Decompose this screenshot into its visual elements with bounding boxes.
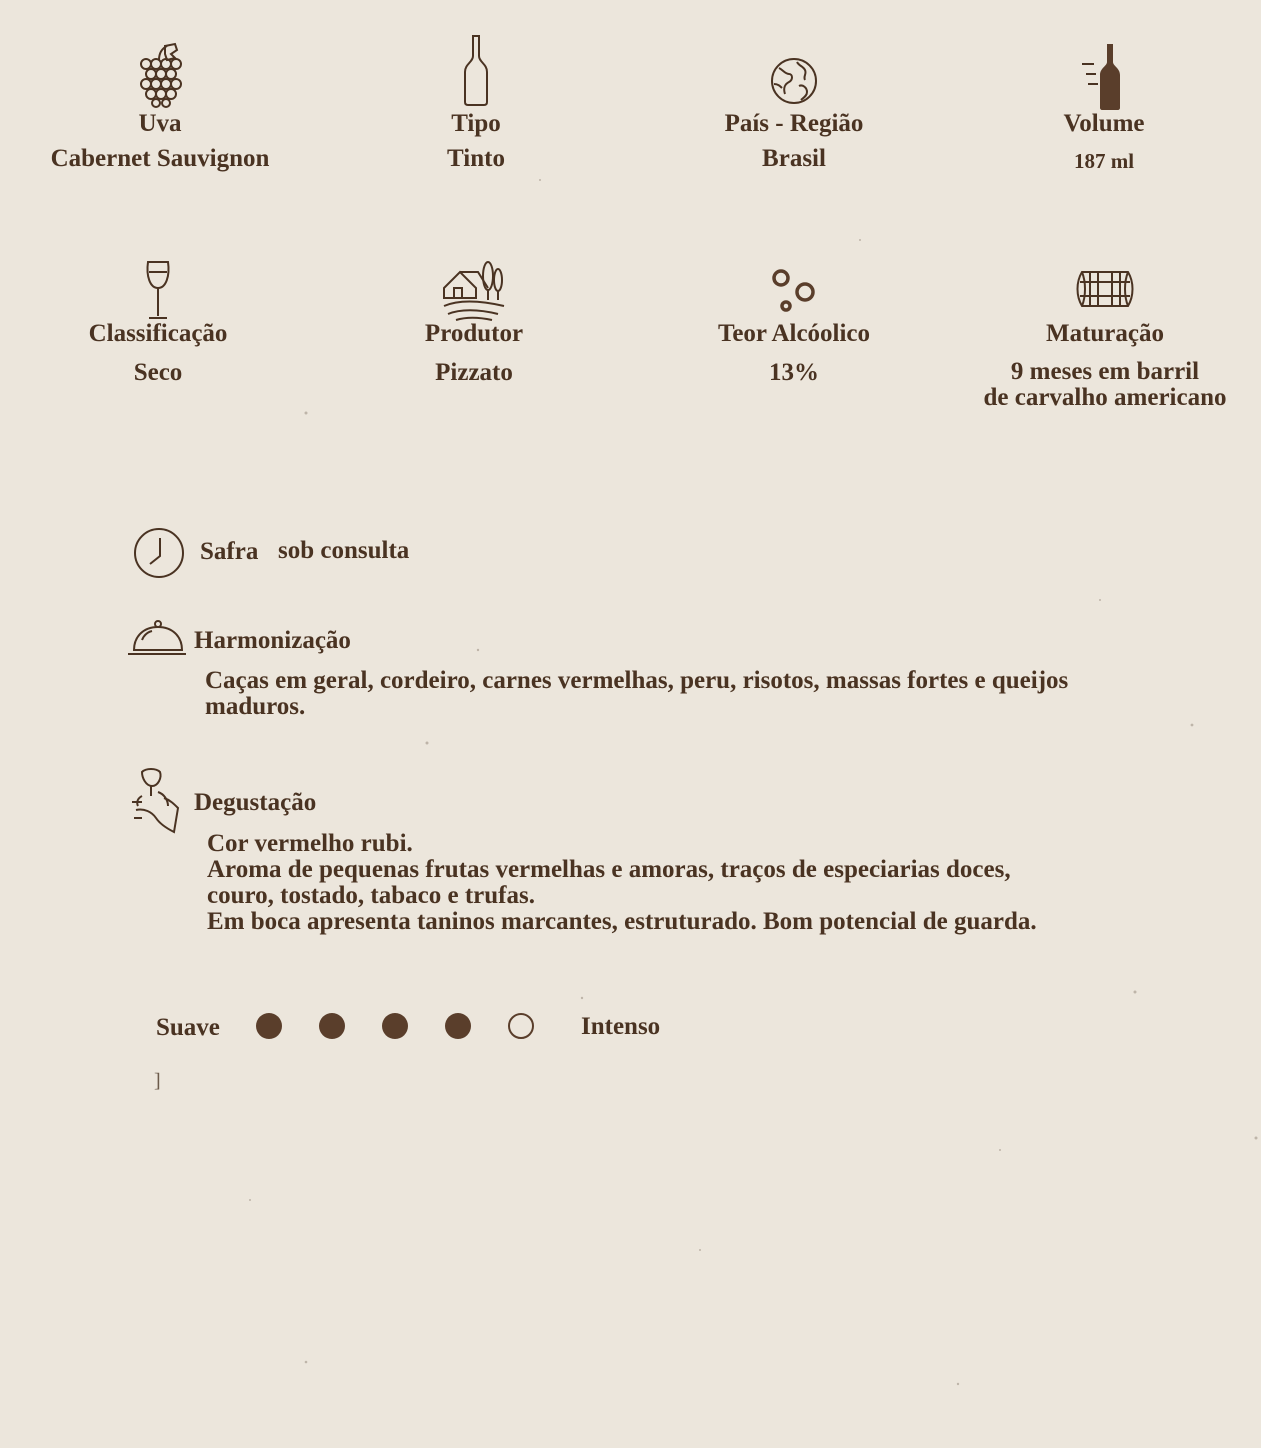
spec-maturacao: [970, 258, 1240, 418]
intensity-dot-empty: [508, 1013, 534, 1039]
spec-value: Tinto: [447, 145, 505, 172]
grape-icon: [137, 42, 183, 108]
degustacao-header: [130, 766, 470, 836]
intensity-dot-filled: [382, 1013, 408, 1039]
cloche-icon: [126, 618, 188, 658]
spec-label: Teor Alcóolico: [717, 320, 871, 347]
spec-value: de carvalho americano: [983, 384, 1227, 411]
wine-glass-icon: [145, 260, 171, 322]
intensity-scale: [156, 1010, 676, 1050]
intensity-min-label: Suave: [156, 1014, 220, 1041]
spec-label: Uva: [138, 110, 182, 137]
spec-label: Tipo: [451, 110, 501, 137]
spec-tipo: [396, 38, 556, 178]
intensity-dot-filled: [256, 1013, 282, 1039]
spec-value: Seco: [133, 359, 183, 386]
spec-value: Cabernet Sauvignon: [50, 145, 270, 172]
safra-row: [132, 526, 452, 580]
bubbles-icon: [771, 268, 817, 314]
spec-volume: [1024, 38, 1184, 178]
bottle-filled-icon: [1082, 44, 1126, 110]
safra-value: sob consulta: [278, 537, 410, 564]
harmonizacao-header: [126, 618, 466, 662]
spec-produtor: [394, 258, 554, 398]
spec-value: 9 meses em barril: [1010, 358, 1200, 385]
intensity-dots: [256, 1013, 556, 1043]
intensity-dot-filled: [319, 1013, 345, 1039]
bottle-outline-icon: [463, 34, 489, 106]
spec-value: 187 ml: [1073, 149, 1135, 173]
degustacao-text-line: couro, tostado, tabaco e trufas.: [207, 882, 535, 909]
degustacao-label: Degustação: [194, 789, 317, 816]
barrel-icon: [1076, 268, 1134, 310]
spec-value: Brasil: [762, 145, 826, 172]
spec-label: Volume: [1063, 110, 1145, 137]
intensity-max-label: Intenso: [581, 1013, 661, 1040]
stray-mark: ]: [154, 1070, 161, 1092]
degustacao-text-line: Cor vermelho rubi.: [207, 830, 413, 857]
tasting-hand-icon: [130, 766, 182, 836]
degustacao-text-line: Aroma de pequenas frutas vermelhas e amoras, traços de especiarias doces,: [207, 856, 1011, 883]
spec-value: 13%: [769, 359, 819, 386]
vineyard-icon: [442, 258, 506, 322]
harmonizacao-text-line: Caças em geral, cordeiro, carnes vermelhas, peru, risotos, massas fortes e queijos: [205, 667, 1069, 694]
harmonizacao-label: Harmonização: [194, 627, 351, 654]
safra-label: Safra: [200, 538, 259, 565]
spec-label: Produtor: [424, 320, 524, 347]
intensity-dot-filled: [445, 1013, 471, 1039]
spec-label: País - Região: [724, 110, 864, 137]
spec-pais-regiao: [694, 38, 894, 178]
globe-icon: [769, 56, 819, 106]
spec-teor-alcoolico: [694, 258, 894, 398]
degustacao-text-line: Em boca apresenta taninos marcantes, estruturado. Bom potencial de guarda.: [207, 908, 1037, 935]
harmonizacao-text-line: maduros.: [205, 693, 306, 720]
spec-value: Pizzato: [435, 359, 513, 386]
spec-label: Classificação: [88, 320, 228, 347]
spec-label: Maturação: [1045, 320, 1165, 347]
spec-uva: [40, 38, 280, 178]
clock-icon: [132, 526, 186, 580]
spec-classificacao: [58, 258, 258, 398]
